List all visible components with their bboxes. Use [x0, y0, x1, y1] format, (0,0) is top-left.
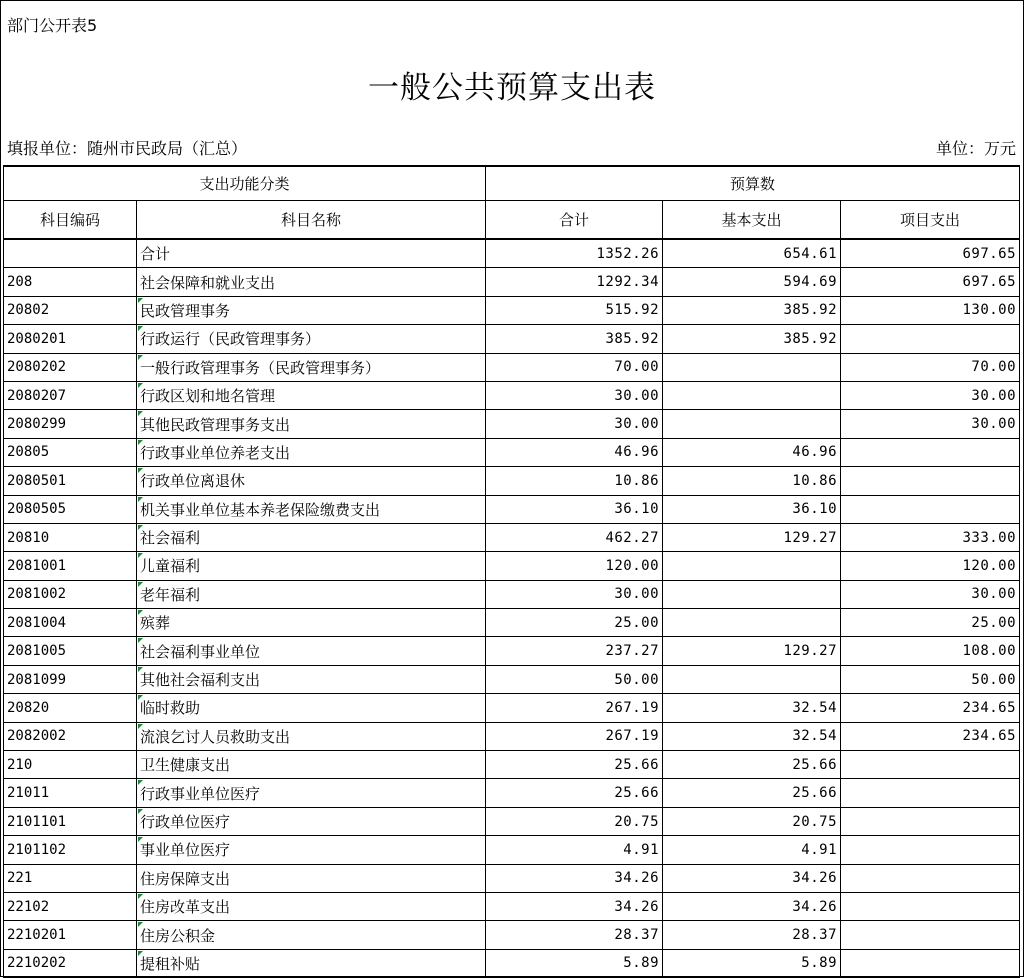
header-func-class: 支出功能分类 — [4, 166, 486, 201]
cell-basic: 20.75 — [663, 807, 841, 835]
table-row — [4, 722, 1020, 750]
cell-code: 2080505 — [4, 495, 137, 523]
cell-basic: 32.54 — [663, 694, 841, 722]
cell-note-marker-icon — [138, 610, 143, 615]
row-name-text: 行政事业单位医疗 — [140, 784, 261, 803]
cell-name — [137, 836, 486, 864]
cell-total: 1292.34 — [486, 268, 663, 296]
cell-note-marker-icon — [138, 809, 143, 814]
cell-project: 30.00 — [841, 580, 1020, 608]
table-row — [4, 921, 1020, 949]
cell-basic — [663, 665, 841, 693]
cell-total: 30.00 — [486, 580, 663, 608]
row-name-text: 卫生健康支出 — [140, 756, 231, 775]
table-row — [4, 779, 1020, 807]
row-name-text: 行政运行（民政管理事务） — [140, 330, 321, 349]
cell-code: 2101102 — [4, 836, 137, 864]
cell-project: 697.65 — [841, 239, 1020, 268]
table-row — [4, 438, 1020, 466]
table-row — [4, 353, 1020, 381]
table-row — [4, 268, 1020, 296]
cell-code: 2081099 — [4, 665, 137, 693]
cell-basic — [663, 552, 841, 580]
cell-code: 2080201 — [4, 325, 137, 353]
cell-project: 697.65 — [841, 268, 1020, 296]
table-row — [4, 637, 1020, 665]
row-name-text: 提租补贴 — [140, 954, 201, 973]
header-name: 科目名称 — [137, 201, 486, 240]
cell-name — [137, 296, 486, 324]
cell-code: 20810 — [4, 523, 137, 551]
table-row — [4, 325, 1020, 353]
cell-total: 237.27 — [486, 637, 663, 665]
cell-total: 25.66 — [486, 779, 663, 807]
cell-code: 208 — [4, 268, 137, 296]
table-row — [4, 609, 1020, 637]
row-name-text: 住房公积金 — [140, 926, 216, 945]
cell-name — [137, 325, 486, 353]
cell-code: 20802 — [4, 296, 137, 324]
cell-total: 34.26 — [486, 892, 663, 920]
cell-basic — [663, 410, 841, 438]
cell-note-marker-icon — [138, 355, 143, 360]
cell-note-marker-icon — [138, 724, 143, 729]
cell-name — [137, 580, 486, 608]
table-row — [4, 296, 1020, 324]
cell-project: 30.00 — [841, 410, 1020, 438]
cell-code: 20805 — [4, 438, 137, 466]
row-name-text: 民政管理事务 — [140, 301, 231, 320]
cell-basic: 10.86 — [663, 467, 841, 495]
cell-total: 515.92 — [486, 296, 663, 324]
cell-total: 70.00 — [486, 353, 663, 381]
row-name-text: 老年福利 — [140, 585, 201, 604]
header-total: 合计 — [486, 201, 663, 240]
cell-note-marker-icon — [138, 553, 143, 558]
cell-basic: 36.10 — [663, 495, 841, 523]
cell-total: 30.00 — [486, 410, 663, 438]
cell-note-marker-icon — [138, 922, 143, 927]
table-row — [4, 864, 1020, 892]
cell-code: 20820 — [4, 694, 137, 722]
cell-total: 28.37 — [486, 921, 663, 949]
cell-total: 34.26 — [486, 864, 663, 892]
cell-project — [841, 751, 1020, 779]
table-row — [4, 836, 1020, 864]
cell-basic: 385.92 — [663, 325, 841, 353]
row-name-text: 其他民政管理事务支出 — [140, 415, 291, 434]
page-title: 一般公共预算支出表 — [368, 70, 656, 106]
cell-basic — [663, 381, 841, 409]
header-basic: 基本支出 — [663, 201, 841, 240]
row-name-text: 儿童福利 — [140, 557, 201, 576]
cell-name — [137, 864, 486, 892]
cell-project — [841, 495, 1020, 523]
cell-code: 2080299 — [4, 410, 137, 438]
cell-basic: 654.61 — [663, 239, 841, 268]
cell-note-marker-icon — [138, 638, 143, 643]
cell-total: 4.91 — [486, 836, 663, 864]
table-row — [4, 665, 1020, 693]
cell-name — [137, 438, 486, 466]
cell-code: 2101101 — [4, 807, 137, 835]
cell-code: 2080501 — [4, 467, 137, 495]
cell-total: 10.86 — [486, 467, 663, 495]
table-row — [4, 694, 1020, 722]
cell-name — [137, 353, 486, 381]
table-row — [4, 523, 1020, 551]
cell-total: 46.96 — [486, 438, 663, 466]
cell-name — [137, 381, 486, 409]
cell-project — [841, 779, 1020, 807]
cell-project — [841, 438, 1020, 466]
cell-note-marker-icon — [138, 326, 143, 331]
cell-name — [137, 467, 486, 495]
cell-name — [137, 694, 486, 722]
cell-code — [4, 239, 137, 268]
cell-total: 462.27 — [486, 523, 663, 551]
table-row — [4, 892, 1020, 920]
cell-note-marker-icon — [138, 383, 143, 388]
cell-basic: 34.26 — [663, 864, 841, 892]
row-name-text: 社会福利 — [140, 529, 201, 548]
cell-note-marker-icon — [138, 497, 143, 502]
cell-note-marker-icon — [138, 780, 143, 785]
cell-note-marker-icon — [138, 440, 143, 445]
table-row — [4, 467, 1020, 495]
cell-name — [137, 722, 486, 750]
cell-code: 2081001 — [4, 552, 137, 580]
cell-basic — [663, 353, 841, 381]
cell-note-marker-icon — [138, 525, 143, 530]
cell-basic: 28.37 — [663, 921, 841, 949]
cell-note-marker-icon — [138, 894, 143, 899]
cell-basic: 129.27 — [663, 637, 841, 665]
cell-code: 2081005 — [4, 637, 137, 665]
cell-note-marker-icon — [138, 298, 143, 303]
sheet-label: 部门公开表5 — [7, 16, 98, 35]
cell-name — [137, 552, 486, 580]
cell-project — [841, 949, 1020, 977]
row-name-text: 住房保障支出 — [140, 869, 231, 888]
table-row — [4, 552, 1020, 580]
row-name-text: 其他社会福利支出 — [140, 671, 261, 690]
cell-code: 2082002 — [4, 722, 137, 750]
table-row — [4, 751, 1020, 779]
cell-code: 2210201 — [4, 921, 137, 949]
cell-code: 2210202 — [4, 949, 137, 977]
cell-code: 2081004 — [4, 609, 137, 637]
cell-note-marker-icon — [138, 695, 143, 700]
cell-note-marker-icon — [138, 667, 143, 672]
header-project: 项目支出 — [841, 201, 1020, 240]
cell-project: 108.00 — [841, 637, 1020, 665]
cell-basic: 25.66 — [663, 751, 841, 779]
cell-code: 2080207 — [4, 381, 137, 409]
cell-code: 221 — [4, 864, 137, 892]
cell-total: 20.75 — [486, 807, 663, 835]
cell-name — [137, 921, 486, 949]
cell-project — [841, 836, 1020, 864]
cell-project: 25.00 — [841, 609, 1020, 637]
cell-name — [137, 665, 486, 693]
cell-basic: 46.96 — [663, 438, 841, 466]
row-name-text: 一般行政管理事务（民政管理事务） — [140, 358, 381, 377]
cell-basic: 25.66 — [663, 779, 841, 807]
cell-basic — [663, 609, 841, 637]
cell-name — [137, 410, 486, 438]
table-row — [4, 580, 1020, 608]
cell-total: 5.89 — [486, 949, 663, 977]
table-row — [4, 495, 1020, 523]
cell-basic: 32.54 — [663, 722, 841, 750]
cell-project — [841, 921, 1020, 949]
cell-basic — [663, 580, 841, 608]
table-row — [4, 410, 1020, 438]
row-name-text: 行政区划和地名管理 — [140, 387, 276, 406]
cell-note-marker-icon — [138, 468, 143, 473]
row-name-text: 事业单位医疗 — [140, 841, 231, 860]
row-name-text: 行政单位离退休 — [140, 472, 246, 491]
cell-project — [841, 892, 1020, 920]
row-name-text: 行政单位医疗 — [140, 813, 231, 831]
cell-name — [137, 523, 486, 551]
cell-name — [137, 751, 486, 779]
cell-code: 210 — [4, 751, 137, 779]
cell-project: 234.65 — [841, 694, 1020, 722]
row-name-text: 社会福利事业单位 — [140, 642, 261, 661]
cell-note-marker-icon — [138, 411, 143, 416]
cell-project — [841, 807, 1020, 835]
budget-table — [3, 165, 1020, 978]
cell-code: 21011 — [4, 779, 137, 807]
cell-total: 25.66 — [486, 751, 663, 779]
row-name-text: 殡葬 — [140, 614, 171, 633]
cell-name — [137, 637, 486, 665]
row-name-text: 住房改革支出 — [140, 898, 231, 917]
cell-project — [841, 864, 1020, 892]
cell-name — [137, 892, 486, 920]
cell-project: 333.00 — [841, 523, 1020, 551]
cell-total: 120.00 — [486, 552, 663, 580]
cell-basic: 34.26 — [663, 892, 841, 920]
cell-code: 2081002 — [4, 580, 137, 608]
table-row — [4, 381, 1020, 409]
row-name-text: 社会保障和就业支出 — [140, 273, 276, 292]
cell-project: 50.00 — [841, 665, 1020, 693]
cell-note-marker-icon — [138, 582, 143, 587]
cell-name — [137, 609, 486, 637]
cell-project: 70.00 — [841, 353, 1020, 381]
cell-project — [841, 325, 1020, 353]
cell-name — [137, 779, 486, 807]
cell-code: 22102 — [4, 892, 137, 920]
row-name-text: 临时救助 — [140, 699, 201, 718]
cell-basic: 129.27 — [663, 523, 841, 551]
cell-basic: 5.89 — [663, 949, 841, 977]
cell-name — [137, 807, 486, 835]
header-code: 科目编码 — [4, 201, 137, 240]
cell-total: 36.10 — [486, 495, 663, 523]
cell-basic: 385.92 — [663, 296, 841, 324]
cell-total: 385.92 — [486, 325, 663, 353]
cell-project: 120.00 — [841, 552, 1020, 580]
cell-note-marker-icon — [138, 837, 143, 842]
cell-project — [841, 467, 1020, 495]
cell-total: 267.19 — [486, 694, 663, 722]
table-row — [4, 949, 1020, 977]
cell-note-marker-icon — [138, 951, 143, 956]
row-name-text: 机关事业单位基本养老保险缴费支出 — [140, 500, 381, 519]
cell-basic: 594.69 — [663, 268, 841, 296]
cell-total: 1352.26 — [486, 239, 663, 268]
cell-project: 30.00 — [841, 381, 1020, 409]
table-row — [4, 807, 1020, 835]
cell-total: 30.00 — [486, 381, 663, 409]
row-name-text: 合计 — [140, 245, 171, 264]
header-budget: 预算数 — [486, 166, 1020, 201]
cell-project: 234.65 — [841, 722, 1020, 750]
cell-total: 267.19 — [486, 722, 663, 750]
cell-basic: 4.91 — [663, 836, 841, 864]
cell-name — [137, 239, 486, 268]
row-name-text: 行政事业单位养老支出 — [140, 443, 291, 462]
cell-name — [137, 268, 486, 296]
cell-total: 50.00 — [486, 665, 663, 693]
cell-project: 130.00 — [841, 296, 1020, 324]
cell-code: 2080202 — [4, 353, 137, 381]
currency-unit-label: 单位：万元 — [935, 139, 1016, 158]
cell-total: 25.00 — [486, 609, 663, 637]
table-row — [4, 239, 1020, 268]
fill-unit-label: 填报单位：随州市民政局（汇总） — [7, 139, 248, 158]
row-name-text: 流浪乞讨人员救助支出 — [140, 727, 291, 746]
cell-name — [137, 495, 486, 523]
cell-name — [137, 949, 486, 977]
